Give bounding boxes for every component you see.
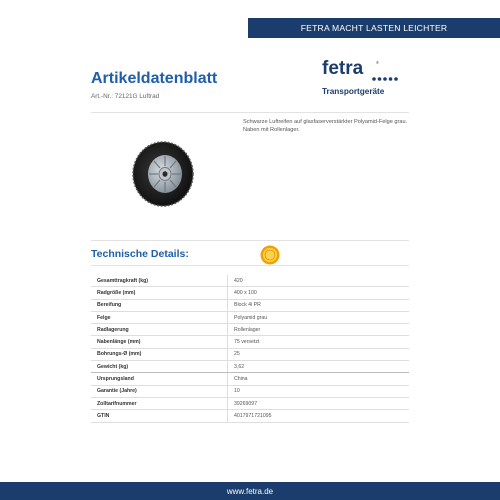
spec-label: Garantie (Jahre) <box>91 385 228 397</box>
details-heading: Technische Details: <box>91 248 189 260</box>
logo-subtitle: Transportgeräte <box>322 87 385 96</box>
table-row <box>91 336 409 348</box>
divider <box>91 240 409 241</box>
table-row <box>91 385 409 397</box>
wheel-icon <box>118 128 208 218</box>
footer-url-link[interactable]: www.fetra.de <box>226 486 274 496</box>
table-row <box>91 397 409 409</box>
table-row <box>91 275 409 287</box>
article-number: Art.-Nr.: 72121G Luftrad <box>91 93 160 100</box>
spec-value: 420 <box>228 275 410 287</box>
table-row <box>91 361 409 373</box>
spec-value: 400 x 100 <box>228 287 410 299</box>
table-row <box>91 311 409 323</box>
spec-value: 3,62 <box>228 361 410 373</box>
spec-label: Radgröße (mm) <box>91 287 228 299</box>
table-row <box>91 348 409 360</box>
spec-label: Bohrungs-Ø (mm) <box>91 348 228 360</box>
spec-label: Gewicht (kg) <box>91 361 228 373</box>
spec-label: Zolltarifnummer <box>91 397 228 409</box>
spec-value: Rollenlager <box>228 324 410 336</box>
footer <box>0 482 500 500</box>
product-description: Schwarze Luftreifen auf glasfaserverstärkter Polyamid-Felge grau. Naben mit Rollenlager. <box>243 119 408 133</box>
spec-value: 39269097 <box>228 397 410 409</box>
banner-text: FETRA MACHT LASTEN LEICHTER <box>300 23 448 33</box>
page-title: Artikeldatenblatt <box>91 70 218 87</box>
table-row <box>91 324 409 336</box>
seal-badge-icon <box>260 245 280 265</box>
spec-value: 10 <box>228 385 410 397</box>
top-banner <box>248 18 500 38</box>
fetra-logo <box>322 58 402 82</box>
table-row <box>91 299 409 311</box>
spec-label: Felge <box>91 311 228 323</box>
table-row <box>91 410 409 422</box>
spec-label: Nabenlänge (mm) <box>91 336 228 348</box>
svg-text:®: ® <box>376 60 379 65</box>
divider <box>91 265 409 266</box>
spec-value: 4017971721095 <box>228 410 410 422</box>
spec-label: Radlagerung <box>91 324 228 336</box>
logo-text: fetra <box>322 58 364 79</box>
spec-label: Bereifung <box>91 299 228 311</box>
spec-label: GTIN <box>91 410 228 422</box>
spec-value: Polyamid grau <box>228 311 410 323</box>
spec-value: China <box>228 373 410 385</box>
spec-label: Ursprungsland <box>91 373 228 385</box>
spec-value: 25 <box>228 348 410 360</box>
table-row <box>91 287 409 299</box>
specs-table <box>91 275 409 423</box>
spec-value: Block 4i PR <box>228 299 410 311</box>
spec-label: Gesamttragkraft (kg) <box>91 275 228 287</box>
divider <box>91 112 409 113</box>
spec-value: 75 versetzt <box>228 336 410 348</box>
table-row <box>91 373 409 385</box>
